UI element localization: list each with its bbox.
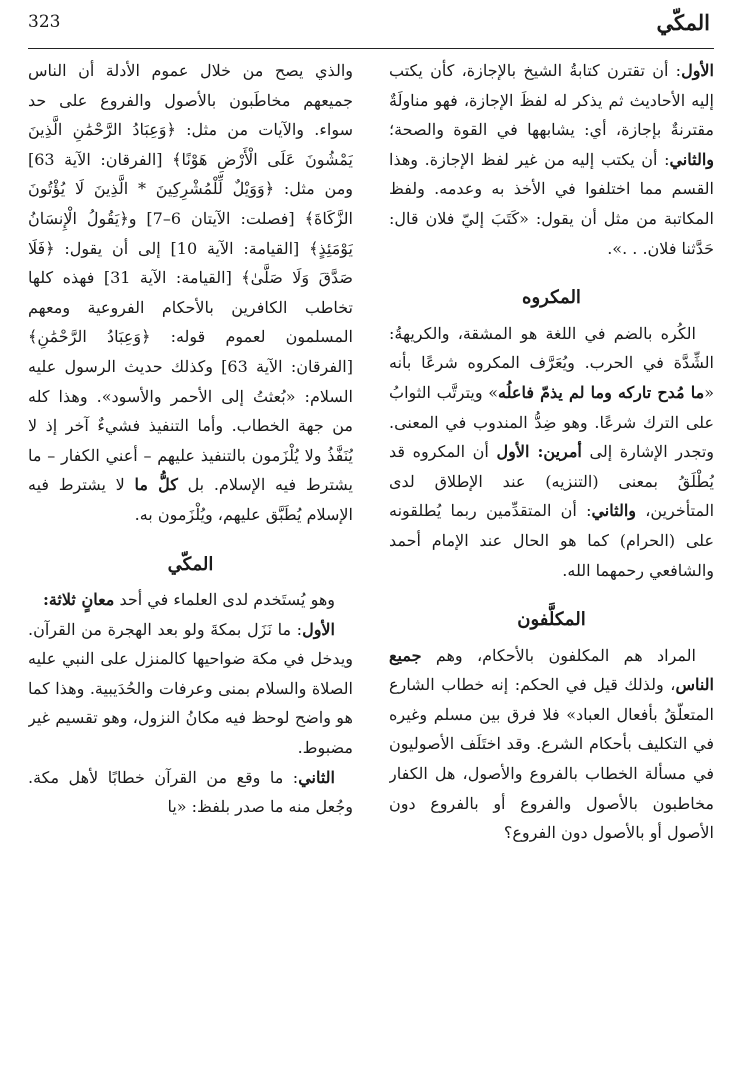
label-second: والثاني xyxy=(669,149,714,169)
text-span: : أن تقترن كتابةُ الشيخ بالإجازة، كأن يكتب إليه الأحاديث ثم يذكر له لفظَ الإجازة، فهو مناولَةٌ مقترنةٌ بإجازة، أي: يشابهها في القوة والصحة؛ xyxy=(389,61,714,140)
paragraph-makki-first xyxy=(28,615,353,763)
text-span: وهو يُستَخدم لدى العلماء في أحد xyxy=(114,590,335,610)
label-first: الأول xyxy=(681,61,714,80)
paragraph-makruh xyxy=(389,319,714,585)
text-span: » ويترتَّب الثوابُ على الترك شرعًا. وهو ضِدُّ المندوب في المعنى. وتجدر الإشارة إلى xyxy=(389,382,714,462)
paragraph-khitab xyxy=(28,56,353,530)
paragraph-mukallafun xyxy=(389,641,714,848)
left-column xyxy=(28,56,353,1073)
text-span: أن المكروه قد يُطْلَقُ بمعنى (التنزيه) عند الإطلاق لدى المتأخرين، xyxy=(389,442,714,521)
text-span: والذي يصح من خلال عموم الأدلة أن الناس جميعهم مخاطَبون بالأصول والفروع على حد سواء. والآيات من مثل: ﴿وَعِبَادُ الرَّحْمَٰنِ الَّذِينَ يَمْشُونَ عَلَى الْأَرْضِ هَوْنًا﴾ [الفرقان: الآية 63] ومن مثل: ﴿وَوَيْلٌ لِّلْمُشْرِكِينَ * الَّذِينَ لَا يُؤْتُونَ الزَّكَاةَ﴾ [فصلت: الآيتان 6–7] و﴿يَقُولُ الْإِنسَانُ يَوْمَئِذٍ﴾ [القيامة: الآية 10] إلى أن يقول: ﴿فَلَا صَدَّقَ وَلَا صَلَّىٰ﴾ [القيامة: الآية 31] فهذه كلها تخاطب الكافرين بالأحكام الفروعية ومعهم المسلمون لعموم قوله: ﴿وَعِبَادُ الرَّحْمَٰنِ﴾ [الفرقان: الآية 63] وكذلك حديث الرسول عليه السلام: «بُعثتُ إلى الأحمر والأسود». وهذا كله من جهة الخطاب. وأما التنفيذ فشيءٌ آخر إذ لا يُنَفَّذُ ولا يُلْزَمون بالتنفيذ عليهم – أعني الكفار – ما يشترط فيه الإسلام. بل xyxy=(28,61,353,495)
text-span: المراد هم المكلفون بالأحكام، وهم xyxy=(421,645,696,665)
bold-two-matters: أمرين: الأول xyxy=(496,442,582,462)
paragraph-makki-second xyxy=(28,763,353,822)
section-heading-makruh: المكروه xyxy=(522,287,581,309)
text-span: لا يشترط فيه الإسلام يُطَبَّق عليهم، ويُلْزَمون به. xyxy=(28,475,353,524)
bold-every: كلُّ ما xyxy=(134,475,178,495)
text-span: : ما نَزَل بمكةَ ولو بعد الهجرة من القرآن. ويدخل في مكة ضواحيها كالمنزل على النبي عليه الصلاة والسلام بمنى وعرفات والحُدَيبية. وهذا كما هو واضح لوحظ فيه مكانُ النزول، وهو تقسيم غير مضبوط. xyxy=(28,619,353,758)
bold-three-meanings: معانٍ ثلاثة: xyxy=(42,590,115,610)
text-span: : أن المتقدِّمين ربما يُطلقونه على (الحرام) كما هو الحال عند الإمام أحمد والشافعي رحمهما الله. xyxy=(389,501,714,580)
text-span: الكُره بالضم في اللغة هو المشقة، والكريهةُ: الشِّدَّة في الحرب. ويُعَرَّف المكروه شرعًا بأنه « xyxy=(389,323,714,402)
paragraph-mukataba xyxy=(389,56,714,263)
label-first: الأول xyxy=(302,619,335,639)
section-heading-makki: المكّي xyxy=(167,553,214,575)
text-span: ، ولذلك قيل في الحكم: إنه خطاب الشارع المتعلّقُ بأفعال العباد» فلا فرق بين مسلم وغيره في التكليف بأحكام الشرع. وقد اختَلَف الأصوليون في مسألة الخطاب بالفروع والأصول، هل الكفار مخاطبون بالأصول والفروع أو بالفروع دون الأصول أو بالأصول دون الفروع؟ xyxy=(389,675,714,843)
page-header xyxy=(28,8,714,49)
paragraph-makki-intro xyxy=(28,585,353,615)
section-heading-mukallafun: المكلَّفون xyxy=(517,609,586,631)
text-columns xyxy=(28,56,714,1073)
bold-definition: ما مُدح تاركه وما لم يذمّ فاعلُه xyxy=(498,382,705,402)
text-span: : ما وقع من القرآن خطابًا لأهل مكة. وجُعل منه ما صدر بلفظ: «يا xyxy=(28,767,353,817)
bold-all-people: جميع الناس xyxy=(389,645,714,695)
running-head: المكّي xyxy=(656,10,710,35)
page-number: 323 xyxy=(28,12,61,32)
text-span: : أن يكتب إليه من غير لفظ الإجازة. وهذا القسم مما اختلفوا في الأخذ به وعدمه. ولفظ المكاتبة من مثل أن يقول: «كَتَبَ إليّ فلان قال: حَدَّثنا فلان. . .». xyxy=(389,149,714,258)
right-column xyxy=(389,56,714,1073)
label-second: الثاني xyxy=(298,767,335,787)
bold-second: والثاني xyxy=(591,501,637,521)
